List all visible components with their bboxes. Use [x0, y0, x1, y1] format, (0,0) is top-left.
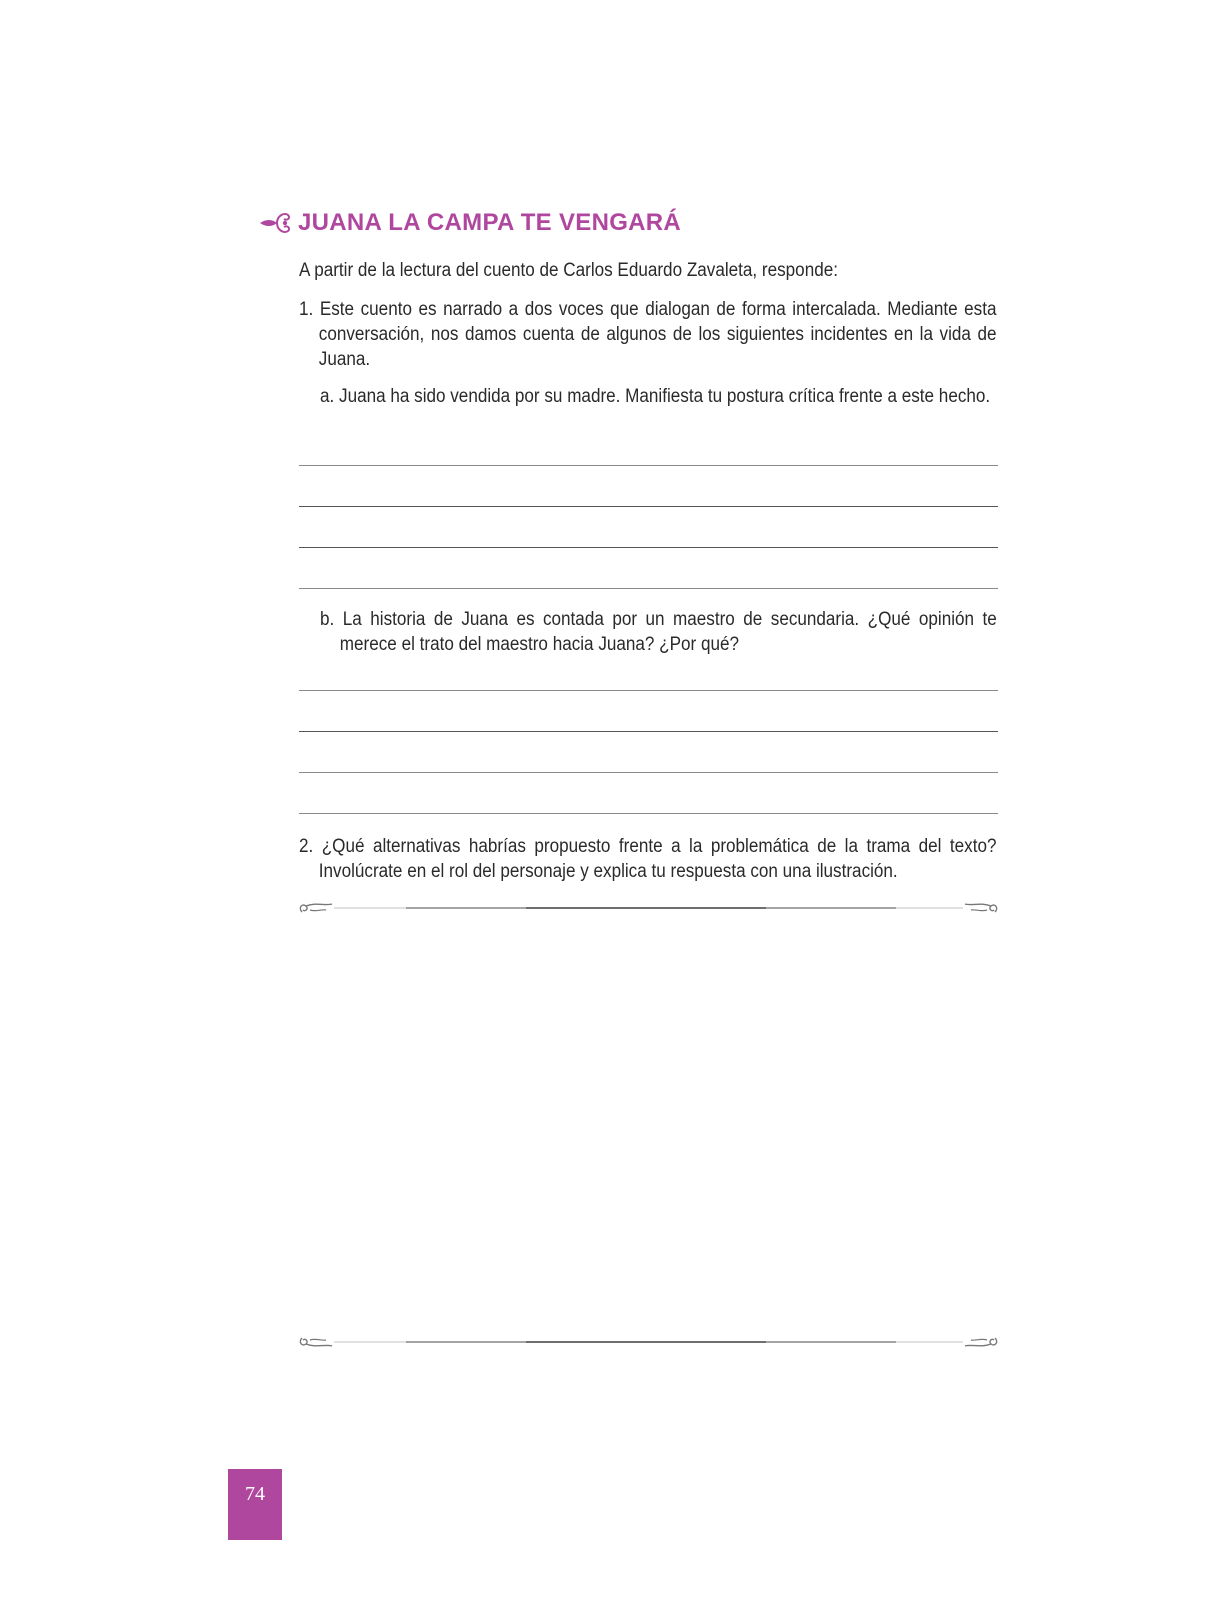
- fleur-scroll-icon: [258, 206, 292, 240]
- answer-line[interactable]: [299, 506, 998, 507]
- answer-line[interactable]: [299, 772, 998, 773]
- intro-text: A partir de la lectura del cuento de Carlos Eduardo Zavaleta, responde:: [299, 260, 838, 281]
- question-1: [299, 297, 997, 372]
- question-1-number: 1.: [299, 299, 314, 320]
- answer-line[interactable]: [299, 690, 998, 691]
- subquestion-b: [320, 607, 997, 657]
- subquestion-a-letter: a.: [320, 386, 335, 407]
- question-2: [299, 834, 997, 884]
- question-2-number: 2.: [299, 836, 314, 857]
- answer-line[interactable]: [299, 588, 998, 589]
- question-1-text: Este cuento es narrado a dos voces que dialogan de forma intercalada. Mediante esta conversación, nos damos cuenta de algunos de los siguientes incidentes en la vida de Juana.: [318, 299, 997, 370]
- drawing-frame-top-border: [296, 898, 1001, 920]
- subquestion-b-letter: b.: [320, 609, 335, 630]
- subquestion-a: [320, 384, 997, 409]
- question-2-text: ¿Qué alternativas habrías propuesto frente a la problemática de la trama del texto? Involúcrate en el rol del personaje y explica tu respuesta con una ilustración.: [318, 836, 997, 882]
- page-title: JUANA LA CAMPA TE VENGARÁ: [298, 209, 682, 236]
- page-number-badge: [228, 1469, 282, 1540]
- answer-line[interactable]: [299, 547, 998, 548]
- drawing-frame-bottom-border: [296, 1330, 1001, 1352]
- page-number: 74: [245, 1483, 265, 1505]
- answer-line[interactable]: [299, 731, 998, 732]
- subquestion-b-text: La historia de Juana es contada por un maestro de secundaria. ¿Qué opinión te merece el trato del maestro hacia Juana? ¿Por qué?: [339, 609, 997, 655]
- answer-line[interactable]: [299, 465, 998, 466]
- subquestion-a-text: Juana ha sido vendida por su madre. Manifiesta tu postura crítica frente a este hecho.: [339, 386, 991, 407]
- answer-line[interactable]: [299, 813, 998, 814]
- section-heading: [258, 206, 681, 240]
